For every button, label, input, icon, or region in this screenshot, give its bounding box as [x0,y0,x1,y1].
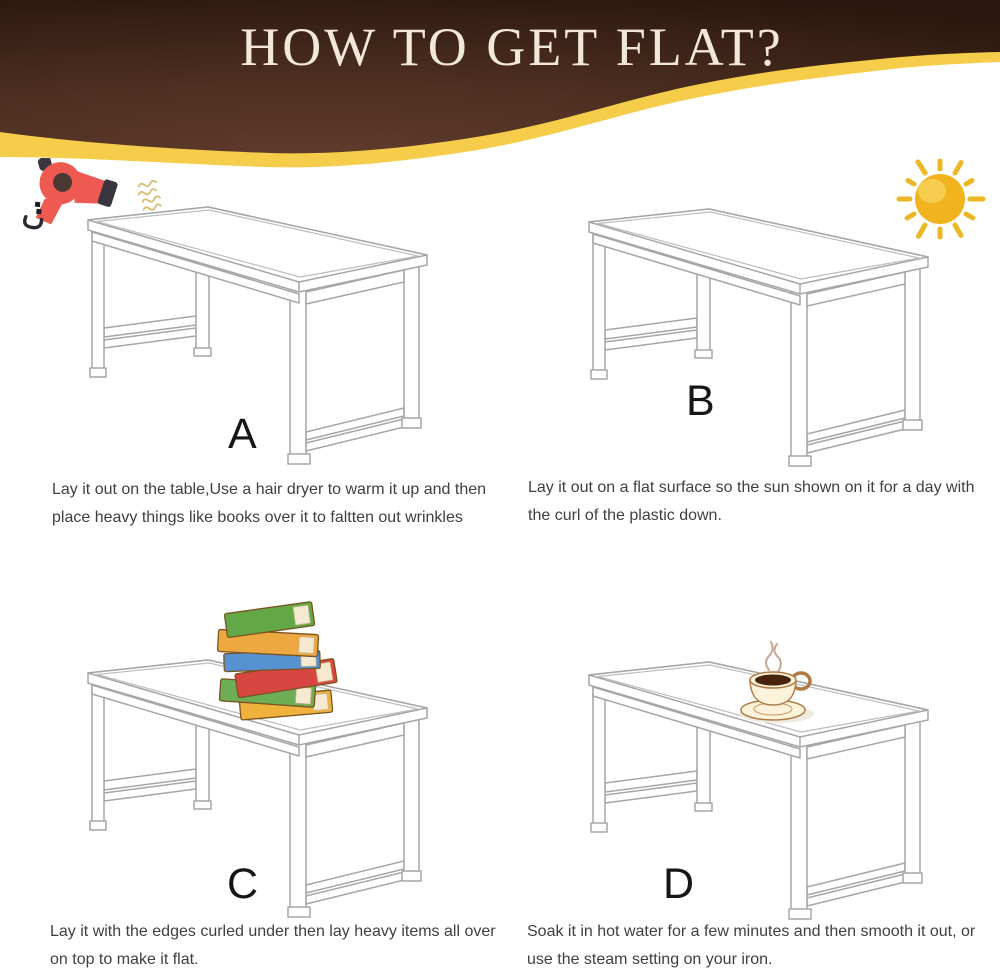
caption-d-line-1: Soak it in hot water for a few minutes and then smooth it out, or [527,923,976,940]
caption-d [527,918,975,974]
caption-b-line-2: the curl of the plastic down. [528,507,722,524]
section-label-b: B [686,377,715,425]
caption-c [50,918,496,974]
coffee-cup-icon [725,636,825,731]
caption-a [52,476,486,532]
section-label-d: D [663,860,695,908]
section-label-c: C [227,860,259,908]
books-icon [212,598,342,723]
caption-c-line-2: on top to make it flat. [50,951,199,968]
sun-icon [895,156,987,246]
caption-d-line-2: use the steam setting on your iron. [527,951,773,968]
caption-a-line-2: place heavy things like books over it to faltten out wrinkles [52,509,463,526]
caption-b [528,474,974,530]
heat-waves-icon [136,180,162,212]
hair-dryer-icon [8,158,198,238]
caption-b-line-1: Lay it out on a flat surface so the sun shown on it for a day with [528,479,975,496]
section-label-a: A [228,410,257,458]
caption-a-line-1: Lay it out on the table,Use a hair dryer to warm it up and then [52,481,487,498]
page-title: HOW TO GET FLAT? [240,17,784,77]
caption-c-line-1: Lay it with the edges curled under then lay heavy items all over [50,923,496,940]
